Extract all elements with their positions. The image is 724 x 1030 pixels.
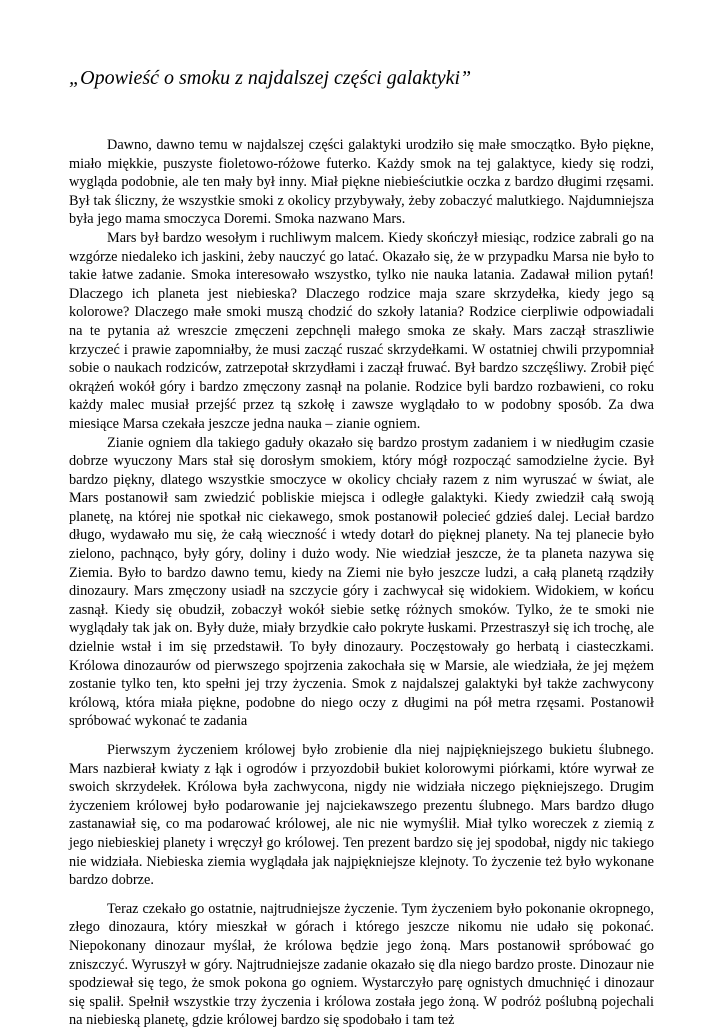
paragraph-2: Mars był bardzo wesołym i ruchliwym malcem. Kiedy skończył miesiąc, rodzice zabrali go na wzgórze niedaleko ich jaskini, żeby nauczyć go latać. Okazało się, że w przypadku Marsa nie było to takie łatwe zadanie. Smoka interesowało wszystko, tylko nie nauka latania. Zadawał milion pytań! Dlaczego ich planeta jest niebieska? Dlaczego rodzice maja szare skrzydełka, kiedy jego są kolorowe? Dlaczego małe smoki muszą chodzić do szkoły latania? Rodzice cierpliwie odpowiadali na te pytania aż wreszcie zmęczeni zepchnęli małego smoka ze skały. Mars zaczął straszliwie krzyczeć i prawie zapomniałby, że musi zacząć ruszać skrzydełkami. W ostatniej chwili przypomniał sobie o naukach rodziców, zatrzepotał skrzydłami i zaczął fruwać. Był bardzo szczęśliwy. Zrobił pięć okrążeń wokół góry i bardzo zmęczony zasnął na polanie. Rodzice byli bardzo rozbawieni, co roku każdy malec musiał przejść przez tą szkołę i zawsze wyglądało to w podobny sposób. Za dwa miesiące Marsa czekała jeszcze jedna nauka – zianie ogniem. xyxy=(69,229,654,432)
paragraph-1: Dawno, dawno temu w najdalszej części galaktyki urodziło się małe smoczątko. Było piękne, miało miękkie, puszyste fioletowo-różowe futerko. Każdy smok na tej galaktyce, kiedy się rodzi, wygląda podobnie, ale ten mały był inny. Miał piękne niebieściutkie oczka z bardzo długimi rzęsami. Był tak śliczny, że wszystkie smoki z okolicy przybywały, żeby zobaczyć malutkiego. Najdumniejsza była jego mama smoczyca Doremi. Smoka nazwano Mars. xyxy=(69,137,654,228)
document-page xyxy=(69,64,654,1030)
paragraph-5: Teraz czekało go ostatnie, najtrudniejsze życzenie. Tym życzeniem było pokonanie okropnego, złego dinozaura, który mieszkał w górach i którego jeszcze nikomu nie udało się pokonać. Niepokonany dinozaur myślał, że królowa będzie jego żoną. Mars postanowił spróbować go zniszczyć. Wyruszył w góry. Najtrudniejsze zadanie okazało się dla niego bardzo proste. Dinozaur nie spodziewał się tego, że smok pokona go ogniem. Wystarczyło parę ognistych dmuchnięć i dinozaur się spalił. Spełnił wszystkie trzy życzenia i królowa została jego żoną. W podróż poślubną pojechali na niebieską planetę, gdzie królowej bardzo się spodobało i tam też xyxy=(69,900,654,1029)
document-title: „Opowieść o smoku z najdalszej części galaktyki” xyxy=(69,67,472,89)
paragraph-3: Zianie ogniem dla takiego gaduły okazało się bardzo prostym zadaniem i w niedługim czasie dobrze wyuczony Mars stał się dorosłym smokiem, który mógł rozpocząć samodzielne życie. Był bardzo piękny, dlatego wszystkie smoczyce w okolicy chciały razem z nim wyruszać w świat, ale Mars postanowił sam zwiedzić pobliskie miejsca i odległe galaktyki. Kiedy zwiedził całą swoją planetę, na której nie spotkał nic ciekawego, smok postanowił polecieć gdzieś dalej. Leciał bardzo długo, wydawało mu się, że całą wieczność i wtedy dotarł do pięknej planety. Na tej planecie było zielono, pachnąco, były góry, doliny i dużo wody. Nie wiedział jeszcze, że ta planeta nazywa się Ziemia. Było to bardzo dawno temu, kiedy na Ziemi nie było jeszcze ludzi, a całą planetą rządziły dinozaury. Mars zmęczony usiadł na szczycie góry i zachwycał się widokiem. Widokiem, w końcu zasnął. Kiedy się obudził, zobaczył wokół siebie setkę różnych smoków. Tylko, że te smoki nie wyglądały tak jak on. Były duże, miały brzydkie cało pokryte łuskami. Przestraszył się ich trochę, ale dzielnie wstał i im się przedstawił. To były dinozaury. Poczęstowały go herbatą i ciasteczkami. Królowa dinozaurów od pierwszego spojrzenia zakochała się w Marsie, ale wiedziała, że jej mężem zostanie tylko ten, kto spełni jej trzy życzenia. Smok z najdalszej galaktyki był także zachwycony królową, która miała piękne, podobne do niego oczy z długimi na pół metra rzęsami. Postanowił spróbować wykonać te zadania xyxy=(69,434,654,730)
paragraph-4: Pierwszym życzeniem królowej było zrobienie dla niej najpiękniejszego bukietu ślubnego. Mars nazbierał kwiaty z łąk i ogrodów i przyozdobił bukiet kolorowymi piórkami, które wyrwał ze swoich skrzydełek. Królowa była zachwycona, nigdy nie widziała niczego piękniejszego. Drugim życzeniem królowej było podarowanie jej najciekawszego prezentu ślubnego. Mars bardzo długo zastanawiał się, co ma podarować królowej, ale nic nie wymyślił. Miał tylko woreczek z ziemią z jego niebieskiej planety i wręczył go królowej. Ten prezent bardzo się jej spodobał, nigdy nic takiego nie widziała. Niebieska ziemia wyglądała jak najpiękniejsze klejnoty. To życzenie też było wykonane bardzo dobrze. xyxy=(69,742,654,889)
